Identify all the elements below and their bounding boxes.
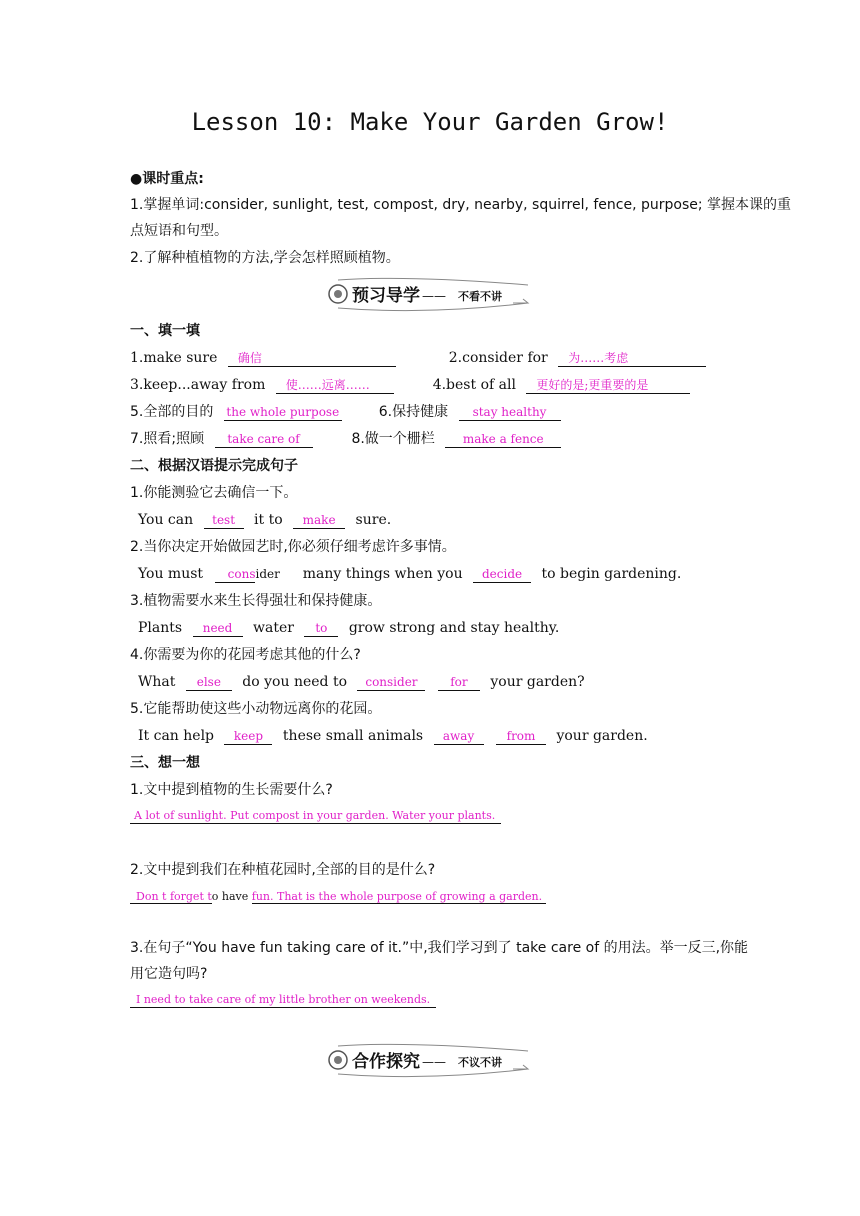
sentence-3-blank-2: to [304, 620, 338, 637]
sentence-text: your garden. [556, 728, 648, 744]
think-2-question: 2.文中提到我们在种植花园时,全部的目的是什么? [130, 862, 436, 878]
sentence-2-blank-2: decide [473, 566, 531, 583]
think-2-answer-a: Don t forget t [130, 890, 212, 904]
fill-row-2 [130, 375, 690, 395]
fill-q4: 4.best of all [432, 377, 516, 393]
sentence-4-cn: 4.你需要为你的花园考虑其他的什么? [130, 647, 361, 663]
fill-answer-7: take care of [215, 431, 313, 448]
fill-q7: 7.照看;照顾 [130, 431, 205, 447]
sentence-1-blank-1: test [204, 512, 244, 529]
page-title: Lesson 10: Make Your Garden Grow! [191, 108, 669, 136]
sentence-4-blank-1: else [186, 674, 232, 691]
sentence-3-cn: 3.植物需要水来生长得强壮和保持健康。 [130, 593, 382, 609]
sentence-text: many things when you [302, 566, 463, 582]
sentence-2-blank-1b: ider [255, 567, 280, 581]
sentence-4-blank-2: consider [357, 674, 425, 691]
banner-sub-text: 不看不讲 [458, 290, 502, 303]
key-points-heading: ●课时重点: [130, 171, 204, 187]
sentence-text: these small animals [282, 728, 424, 744]
fill-q8: 8.做一个栅栏 [351, 431, 435, 447]
key-point-1b: 点短语和句型。 [130, 223, 228, 239]
think-2-answer-b: o have [211, 890, 252, 903]
sentence-5-blank-1: keep [224, 728, 272, 745]
fill-q3: 3.keep...away from [130, 377, 266, 393]
sentence-1-en [138, 510, 391, 530]
sentence-5-blank-3: from [496, 728, 546, 745]
sentence-text: do you need to [242, 674, 347, 690]
fill-answer-8: make a fence [445, 431, 561, 448]
sentence-1-blank-2: make [293, 512, 345, 529]
sentence-text: it to [254, 512, 283, 528]
fill-answer-2: 为……考虑 [558, 350, 706, 367]
fill-q1: 1.make sure [130, 350, 218, 366]
sentence-text: What [138, 674, 176, 690]
think-3-question-a: 3.在句子“You have fun taking care of it.”中,我们学习到了 take care of 的用法。举一反三,你能 [130, 940, 749, 956]
sentence-1-cn: 1.你能测验它去确信一下。 [130, 485, 298, 501]
section2-heading: 二、根据汉语提示完成句子 [130, 458, 298, 474]
fill-answer-6: stay healthy [459, 404, 561, 421]
fill-q6: 6.保持健康 [378, 404, 449, 420]
fill-answer-4: 更好的是;更重要的是 [526, 377, 690, 394]
sentence-4-en [138, 672, 585, 692]
banner-dash: —— [422, 1055, 446, 1069]
sentence-3-blank-1: need [193, 620, 243, 637]
sentence-2-blank-1a: cons [215, 566, 255, 583]
think-3-answer: I need to take care of my little brother on weekends. [130, 993, 436, 1008]
sentence-5-en [138, 726, 648, 746]
sentence-5-blank-2: away [434, 728, 484, 745]
sentence-text: water [252, 620, 294, 636]
sentence-text: Plants [138, 620, 183, 636]
fill-q5: 5.全部的目的 [130, 404, 214, 420]
fill-answer-3: 使……远离…… [276, 377, 394, 394]
banner-dash: —— [422, 289, 446, 303]
think-1-answer: A lot of sunlight. Put compost in your garden. Water your plants. [130, 809, 501, 824]
fill-row-1 [130, 348, 706, 368]
think-2-answer-c: fun. That is the whole purpose of growing a garden. [252, 890, 546, 904]
sentence-text: sure. [355, 512, 392, 528]
section1-heading: 一、填一填 [130, 323, 200, 339]
fill-row-3 [130, 402, 561, 422]
sentence-text: You can [138, 512, 194, 528]
sentence-text: your garden? [490, 674, 585, 690]
sentence-4-blank-3: for [438, 674, 480, 691]
sentence-2-cn: 2.当你决定开始做园艺时,你必须仔细考虑许多事情。 [130, 539, 456, 555]
sentence-2-en [138, 564, 681, 584]
preview-study-banner [328, 275, 532, 313]
fill-q2: 2.consider for [448, 350, 548, 366]
think-1-question: 1.文中提到植物的生长需要什么? [130, 782, 333, 798]
key-point-1a: 1.掌握单词:consider, sunlight, test, compost, dry, nearby, squirrel, fence, purpose; 掌握本课的重 [130, 197, 792, 213]
cooperative-study-banner [328, 1041, 532, 1079]
banner-main-text: 合作探究 [352, 1052, 420, 1072]
key-point-2: 2.了解种植植物的方法,学会怎样照顾植物。 [130, 250, 400, 266]
sentence-text: grow strong and stay healthy. [348, 620, 560, 636]
sentence-5-cn: 5.它能帮助使这些小动物远离你的花园。 [130, 701, 382, 717]
fill-answer-5: the whole purpose [224, 404, 342, 421]
banner-sub-text: 不议不讲 [458, 1056, 502, 1069]
sentence-text: You must [138, 566, 204, 582]
sentence-3-en [138, 618, 559, 638]
fill-answer-1: 确信 [228, 350, 396, 367]
think-2-answer [130, 887, 546, 907]
think-3-question-b: 用它造句吗? [130, 966, 208, 982]
fill-row-4 [130, 429, 561, 449]
section3-heading: 三、想一想 [130, 755, 200, 771]
sentence-text: It can help [138, 728, 215, 744]
banner-main-text: 预习导学 [352, 286, 420, 306]
sentence-text: to begin gardening. [541, 566, 682, 582]
